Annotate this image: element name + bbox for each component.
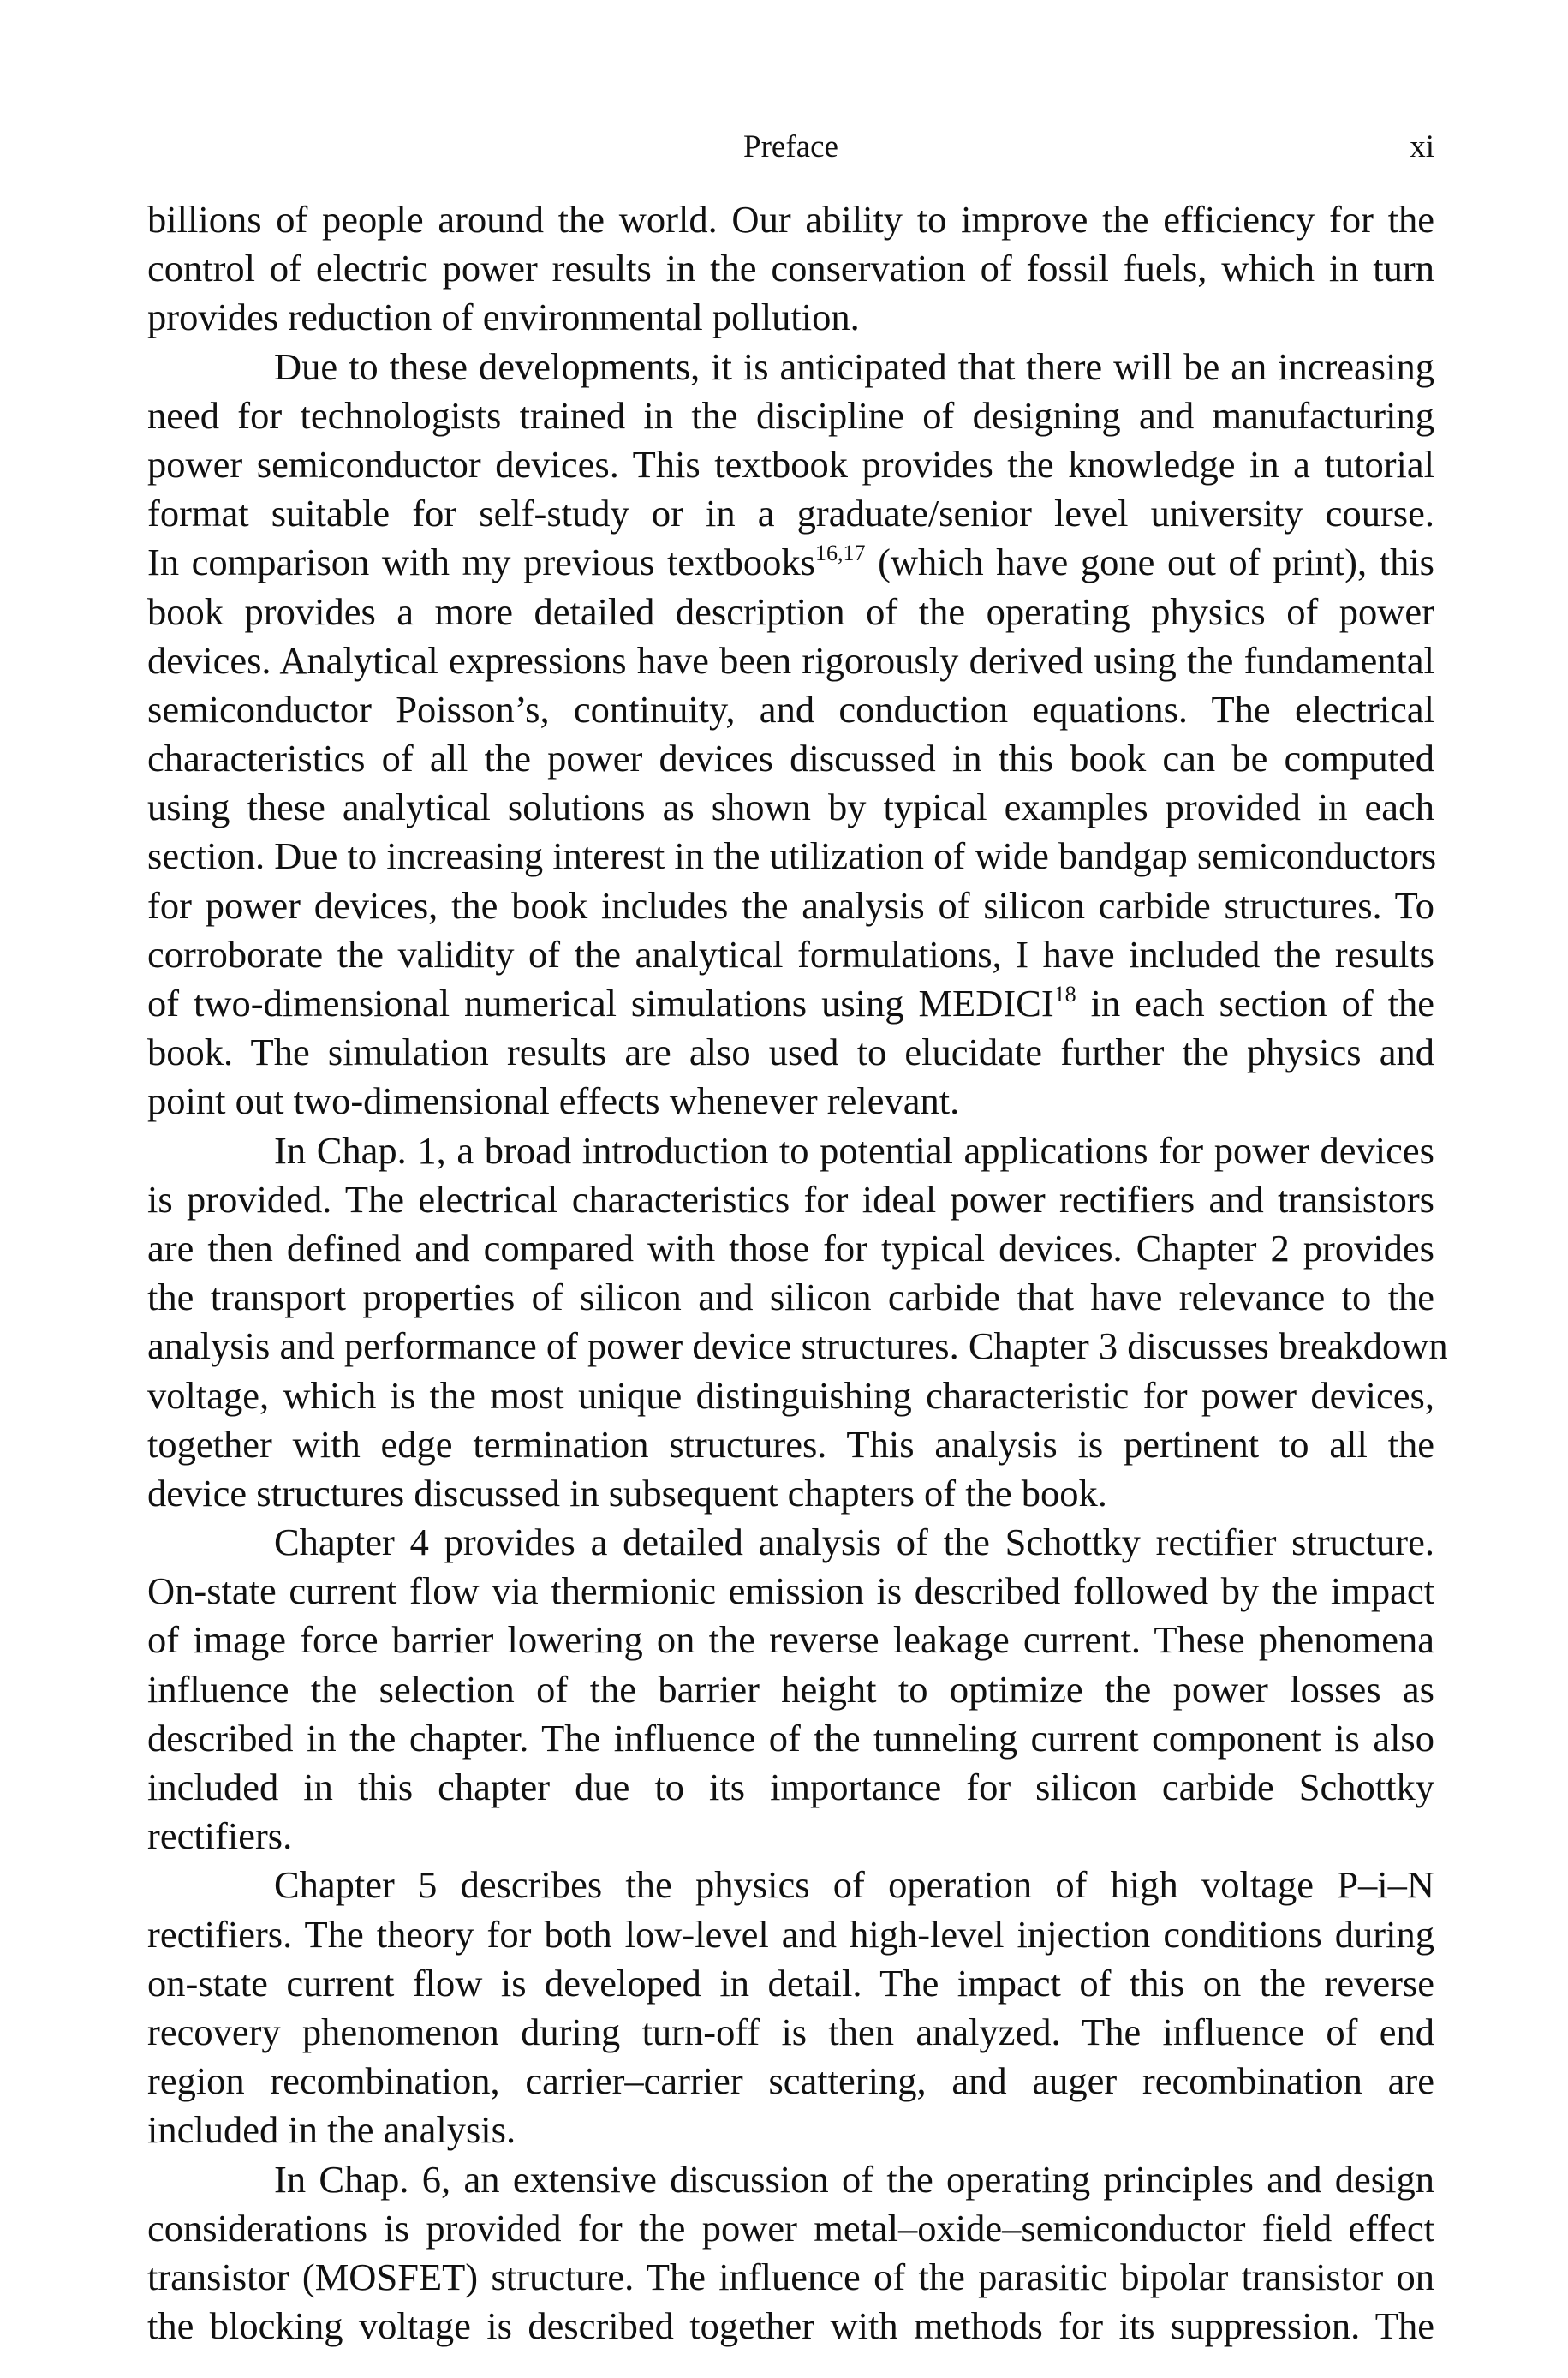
citation-superscript: 18 — [1053, 982, 1076, 1007]
text-line: billions of people around the world. Our ability to improve the efficiency for the — [147, 198, 1434, 241]
text-line: corroborate the validity of the analytical formulations, I have included the results — [147, 932, 1434, 976]
paragraph-first-line: In Chap. 6, an extensive discussion of the operating principles and design — [274, 2157, 1434, 2201]
text-segment: (which have gone out of print), this — [865, 541, 1434, 584]
text-line: rectifiers. The theory for both low-level and high-level injection conditions during — [147, 1912, 1434, 1956]
text-segment: In comparison with my previous textbooks — [147, 541, 815, 584]
text-line: is provided. The electrical characteristics for ideal power rectifiers and transistors — [147, 1177, 1434, 1221]
paragraph-first-line: Due to these developments, it is anticipated that there will be an increasing — [274, 344, 1434, 388]
text-line: rectifiers. — [147, 1814, 293, 1858]
text-line: are then defined and compared with those for typical devices. Chapter 2 provides — [147, 1226, 1434, 1270]
paragraph-first-line: Chapter 5 describes the physics of operation of high voltage P–i–N — [274, 1863, 1434, 1907]
text-line: need for technologists trained in the discipline of designing and manufacturing — [147, 393, 1434, 437]
text-segment: in each section of the — [1076, 982, 1434, 1025]
page-header — [147, 122, 1434, 173]
paragraph-first-line: Chapter 4 provides a detailed analysis of the Schottky rectifier structure. — [274, 1521, 1434, 1564]
text-line: format suitable for self-study or in a graduate/senior level university course. — [147, 492, 1434, 535]
text-line: characteristics of all the power devices discussed in this book can be computed — [147, 737, 1434, 780]
text-line: devices. Analytical expressions have been rigorously derived using the fundamental — [147, 638, 1434, 682]
text-segment: of two-dimensional numerical simulations using MEDICI — [147, 982, 1054, 1025]
text-line: included in this chapter due to its importance for silicon carbide Schottky — [147, 1766, 1434, 1808]
text-line: book provides a more detailed description of the operating physics of power — [147, 589, 1434, 633]
text-line: voltage, which is the most unique distinguishing characteristic for power devices, — [147, 1373, 1434, 1417]
text-line: provides reduction of environmental pollution. — [147, 296, 860, 339]
text-line: together with edge termination structures. This analysis is pertinent to all the — [147, 1422, 1434, 1466]
running-title: Preface — [743, 129, 838, 164]
text-line: transistor (MOSFET) structure. The influence of the parasitic bipolar transistor on — [147, 2255, 1434, 2298]
text-line: On-state current flow via thermionic emission is described followed by the impact — [147, 1569, 1434, 1613]
citation-superscript: 16,17 — [814, 541, 866, 566]
text-line-with-citation — [147, 538, 1434, 587]
text-line: on-state current flow is developed in detail. The impact of this on the reverse — [147, 1961, 1434, 2005]
body-text — [147, 195, 1448, 2351]
text-line: considerations is provided for the power metal–oxide–semiconductor field effect — [147, 2206, 1434, 2250]
text-line: power semiconductor devices. This textbook provides the knowledge in a tutorial — [147, 442, 1434, 486]
text-line: device structures discussed in subsequent chapters of the book. — [147, 1471, 1107, 1515]
text-line-with-citation — [147, 979, 1434, 1028]
text-line: included in the analysis. — [147, 2108, 516, 2152]
text-line: point out two-dimensional effects whenever relevant. — [147, 1079, 960, 1123]
text-line: control of electric power results in the conservation of fossil fuels, which in turn — [147, 247, 1434, 290]
text-line: recovery phenomenon during turn-off is then analyzed. The influence of end — [147, 2010, 1434, 2053]
text-line: the transport properties of silicon and silicon carbide that have relevance to the — [147, 1276, 1434, 1319]
text-line: the blocking voltage is described together with methods for its suppression. The — [147, 2304, 1434, 2348]
text-line: semiconductor Poisson’s, continuity, and conduction equations. The electrical — [147, 687, 1434, 731]
text-line: of image force barrier lowering on the reverse leakage current. These phenomena — [147, 1618, 1434, 1662]
page-number: xi — [1410, 129, 1434, 164]
text-line: described in the chapter. The influence of the tunneling current component is also — [147, 1716, 1434, 1760]
text-line: for power devices, the book includes the analysis of silicon carbide structures. To — [147, 883, 1434, 927]
text-line: using these analytical solutions as shown by typical examples provided in each — [147, 786, 1434, 829]
text-line: section. Due to increasing interest in the utilization of wide bandgap semiconductors — [147, 834, 1437, 878]
text-line: region recombination, carrier–carrier scattering, and auger recombination are — [147, 2059, 1434, 2103]
text-line: book. The simulation results are also used to elucidate further the physics and — [147, 1031, 1434, 1074]
paragraph-first-line: In Chap. 1, a broad introduction to potential applications for power devices — [274, 1128, 1434, 1172]
text-line: influence the selection of the barrier height to optimize the power losses as — [147, 1667, 1434, 1711]
text-line: analysis and performance of power device structures. Chapter 3 discusses breakdown — [147, 1324, 1448, 1368]
